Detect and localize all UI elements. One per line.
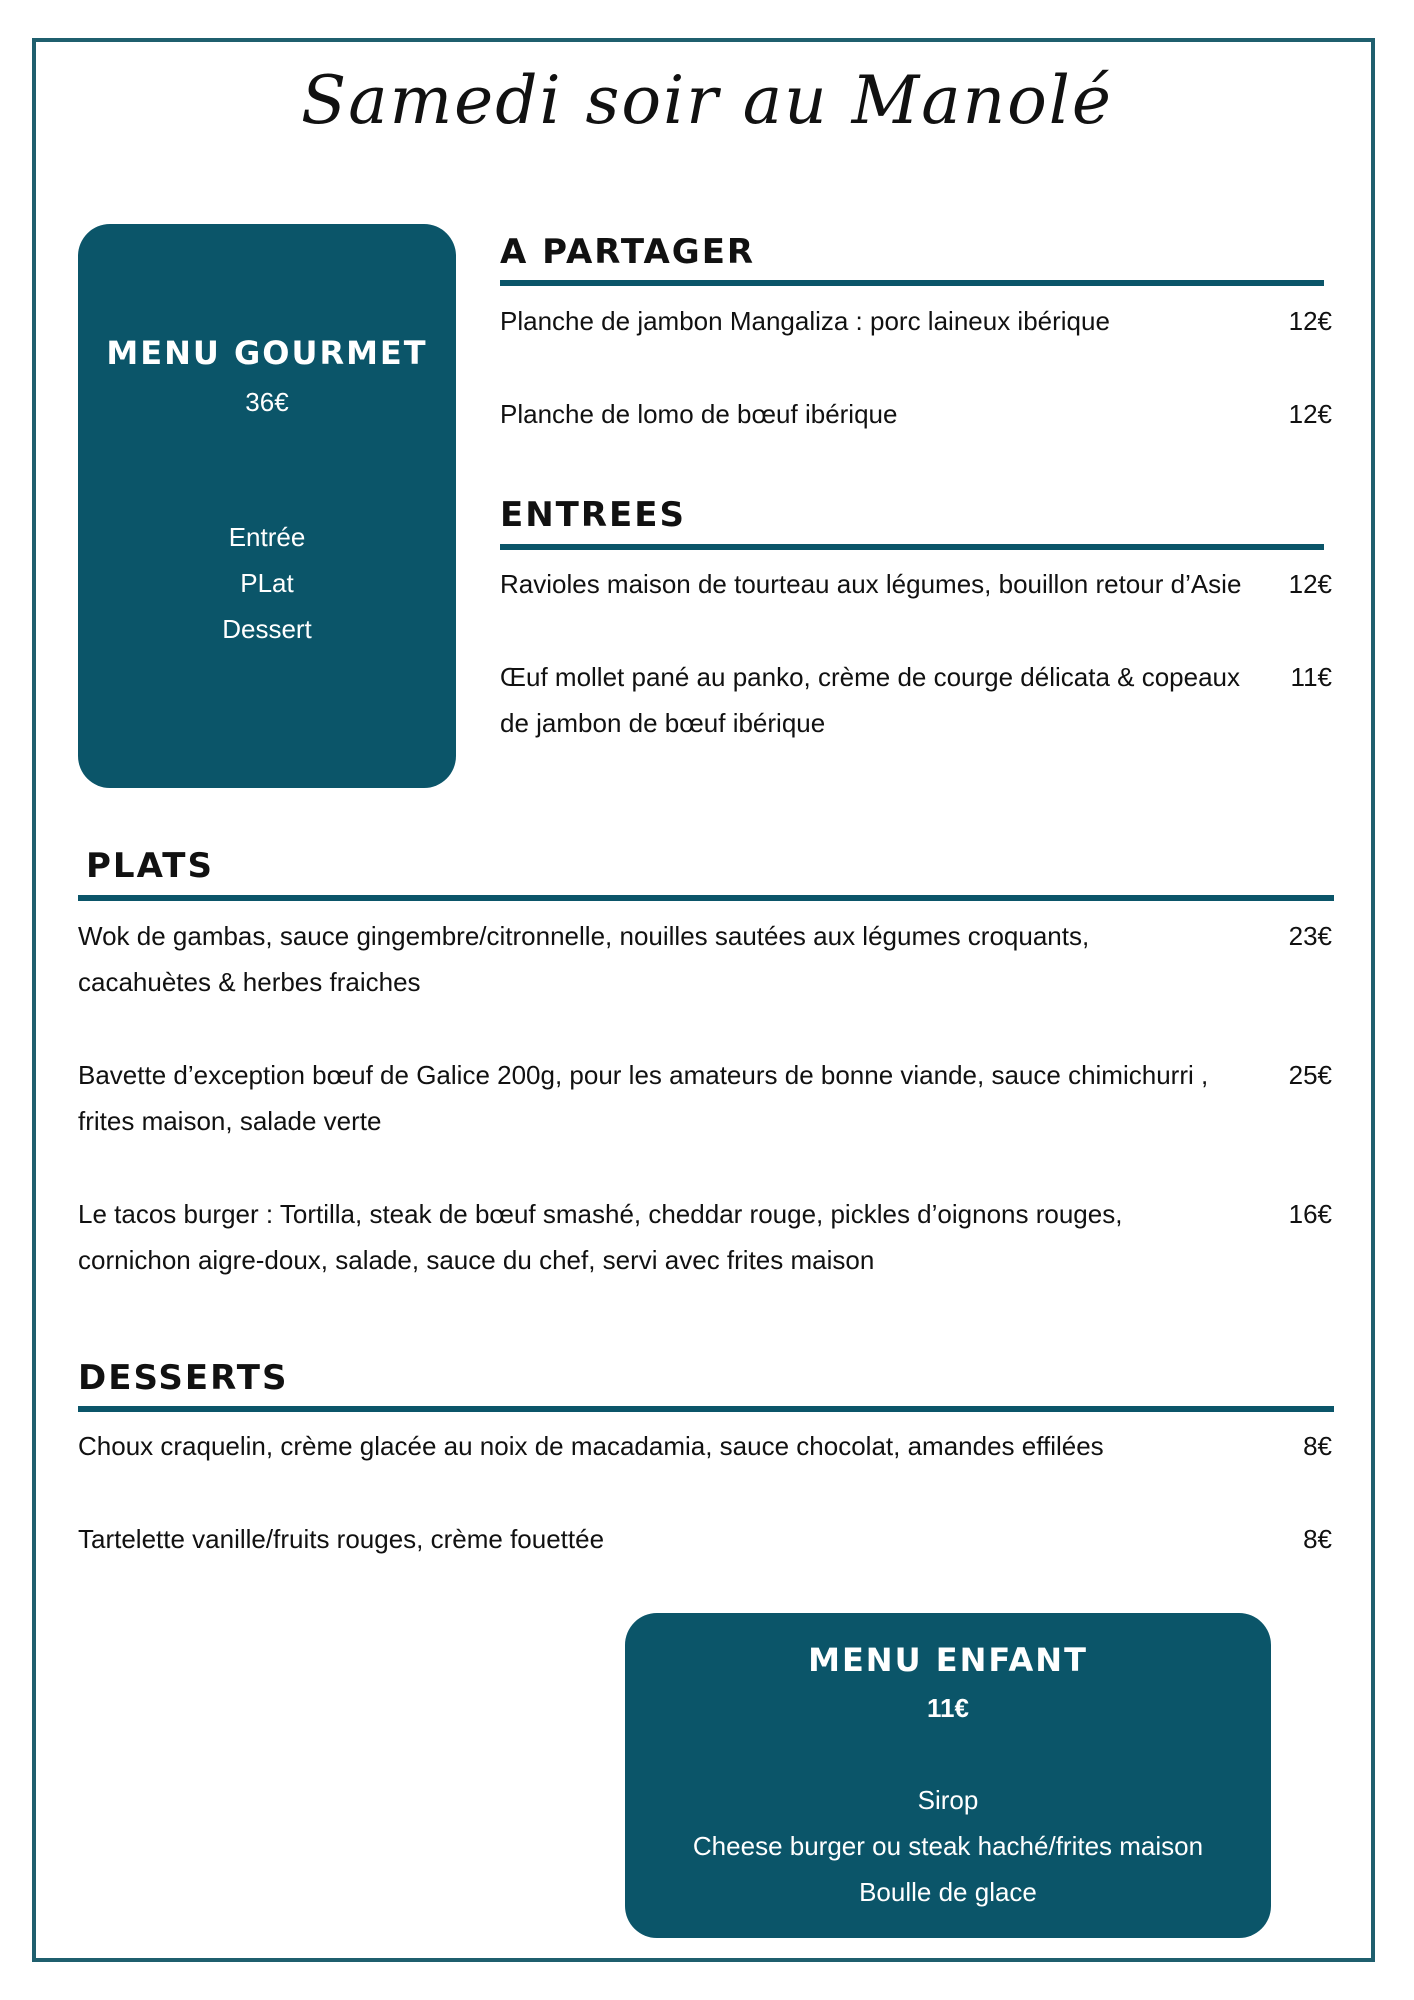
menu-item-name: Choux craquelin, crème glacée au noix de macadamia, sauce chocolat, amandes effilées [78, 1431, 1104, 1461]
menu-item-name: Œuf mollet pané au panko, crème de courge délicata & copeaux de jambon de bœuf ibérique [500, 662, 1241, 738]
menu-gourmet-price: 36€ [245, 387, 289, 417]
menu-item-name: Bavette d’exception bœuf de Galice 200g, pour les amateurs de bonne viande, sauce chimichurri , frites maison, salade verte [78, 1060, 1209, 1136]
menu-item-name: Ravioles maison de tourteau aux légumes, bouillon retour d’Asie [500, 569, 1242, 599]
menu-gourmet-course: Dessert [222, 614, 312, 644]
menu-item-price: 8€ [1303, 1431, 1332, 1461]
menu-item-name: Le tacos burger : Tortilla, steak de bœuf smashé, cheddar rouge, pickles d’oignons rouges, cornichon aigre-doux, salade, sauce du chef, servi avec frites maison [78, 1199, 1123, 1275]
section-title-desserts: DESSERTS [78, 1358, 289, 1398]
menu-enfant-item: Sirop [917, 1785, 979, 1815]
menu-enfant-heading: MENU ENFANT [808, 1641, 1088, 1679]
page-title: Samedi soir au Manolé [301, 62, 1113, 139]
menu-gourmet-course: Entrée [228, 522, 306, 552]
menu-enfant-item: Boulle de glace [859, 1877, 1037, 1907]
section-divider [78, 895, 1334, 901]
menu-enfant-box [625, 1613, 1271, 1938]
menu-enfant-item: Cheese burger ou steak haché/frites maison [692, 1831, 1204, 1861]
menu-item-name: Tartelette vanille/fruits rouges, crème fouettée [78, 1524, 605, 1554]
section-divider [500, 280, 1324, 286]
menu-item-price: 25€ [1288, 1060, 1332, 1090]
section-title-entrees: ENTREES [500, 495, 686, 535]
menu-item-price: 8€ [1303, 1524, 1332, 1554]
menu-gourmet-course: PLat [240, 568, 294, 598]
section-divider [78, 1406, 1334, 1412]
menu-item-name: Planche de jambon Mangaliza : porc laineux ibérique [500, 306, 1110, 336]
menu-item-price: 12€ [1288, 399, 1332, 429]
menu-enfant-price: 11€ [927, 1693, 969, 1723]
menu-item-price: 11€ [1290, 662, 1332, 692]
menu-item-price: 12€ [1288, 569, 1332, 599]
section-divider [500, 544, 1324, 550]
menu-item-name: Wok de gambas, sauce gingembre/citronnelle, nouilles sautées aux légumes croquants, cacahuètes & herbes fraiches [78, 921, 1090, 997]
menu-gourmet-heading: MENU GOURMET [106, 334, 428, 372]
menu-item-name: Planche de lomo de bœuf ibérique [500, 399, 898, 429]
menu-item-price: 12€ [1288, 306, 1332, 336]
section-title-a-partager: A PARTAGER [500, 232, 756, 272]
section-title-plats: PLATS [86, 846, 214, 886]
menu-item-price: 16€ [1288, 1199, 1332, 1229]
menu-item-price: 23€ [1288, 921, 1332, 951]
menu-gourmet-box [78, 224, 456, 788]
